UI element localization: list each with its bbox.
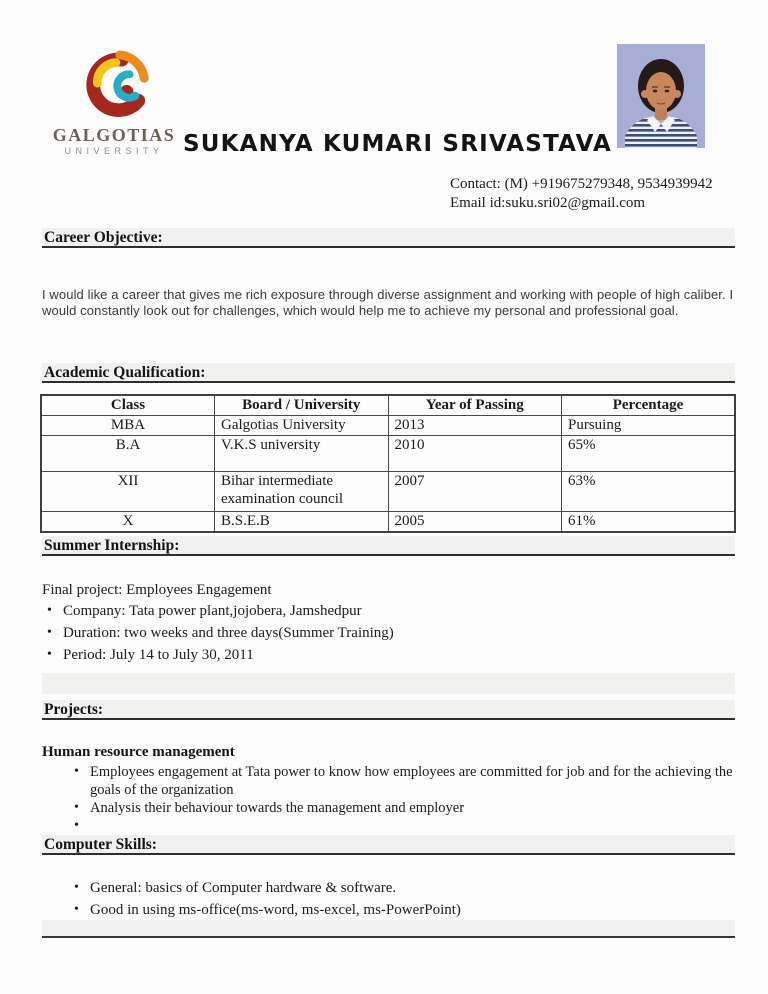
table-header-cell: Percentage <box>562 395 736 416</box>
table-header-cell: Class <box>41 395 215 416</box>
table-cell: Pursuing <box>562 416 736 436</box>
section-heading-computer-skills: Computer Skills: <box>42 835 735 855</box>
table-cell: B.A <box>41 436 215 472</box>
list-item: • Good in using ms-office(ms-word, ms-excel, ms-PowerPoint) <box>90 899 742 921</box>
table-cell: 2010 <box>388 436 562 472</box>
table-header-cell: Board / University <box>215 395 389 416</box>
table-cell: 2005 <box>388 512 562 533</box>
profile-photo <box>617 44 705 148</box>
table-cell: 2007 <box>388 472 562 512</box>
career-objective-text: I would like a career that gives me rich exposure through diverse assignment and working with people of high caliber. I would constantly look out for challenges, which would help me to achieve my personal and professional goal. <box>42 287 734 318</box>
section-heading-summer-internship: Summer Internship: <box>42 536 735 556</box>
projects-list <box>90 763 742 835</box>
university-logo <box>50 48 178 157</box>
logo-text-galgotias: GALGOTIAS <box>52 125 176 145</box>
galgotias-logo-icon <box>76 48 152 126</box>
academic-qualification-table <box>40 394 736 533</box>
section-heading-academic-qualification: Academic Qualification: <box>42 363 735 383</box>
contact-email: Email id:suku.sri02@gmail.com <box>450 195 646 211</box>
table-cell: 61% <box>562 512 736 533</box>
table-cell: Bihar intermediate examination council <box>215 472 389 512</box>
table-cell: V.K.S university <box>215 436 389 472</box>
table-row <box>41 416 735 436</box>
table-cell: 63% <box>562 472 736 512</box>
table-cell: MBA <box>41 416 215 436</box>
table-header-row <box>41 395 735 416</box>
candidate-name: SUKANYA KUMARI SRIVASTAVA <box>183 131 613 157</box>
table-header-cell: Year of Passing <box>388 395 562 416</box>
table-cell: Galgotias University <box>215 416 389 436</box>
list-item <box>90 817 742 835</box>
table-cell: 2013 <box>388 416 562 436</box>
table-cell: 65% <box>562 436 736 472</box>
list-item: • General: basics of Computer hardware & software. <box>90 877 742 899</box>
table-row <box>41 472 735 512</box>
table-row <box>41 436 735 472</box>
empty-band <box>42 920 735 938</box>
list-item: • Period: July 14 to July 30, 2011 <box>63 644 723 666</box>
list-item: • Company: Tata power plant,jojobera, Jamshedpur <box>63 600 723 622</box>
summer-internship-list <box>63 600 723 666</box>
table-cell: X <box>41 512 215 533</box>
section-heading-projects: Projects: <box>42 700 735 720</box>
section-heading-career-objective: Career Objective: <box>42 228 735 248</box>
table-cell: XII <box>41 472 215 512</box>
logo-text-university: UNIVERSITY <box>64 146 164 156</box>
empty-band <box>42 673 735 694</box>
computer-skills-list <box>90 877 742 921</box>
project-title: Human resource management <box>42 744 235 760</box>
list-item: • Analysis their behaviour towards the management and employer <box>90 799 742 817</box>
table-row <box>41 512 735 533</box>
list-item: • Duration: two weeks and three days(Summer Training) <box>63 622 723 644</box>
list-item: • Employees engagement at Tata power to know how employees are committed for job and for the achieving the goals of the organization <box>90 763 742 799</box>
contact-block <box>450 175 713 213</box>
table-cell: B.S.E.B <box>215 512 389 533</box>
internship-intro: Final project: Employees Engagement <box>42 582 272 598</box>
contact-phone: Contact: (M) +919675279348, 9534939942 <box>450 176 713 192</box>
profile-photo-image <box>617 44 705 148</box>
